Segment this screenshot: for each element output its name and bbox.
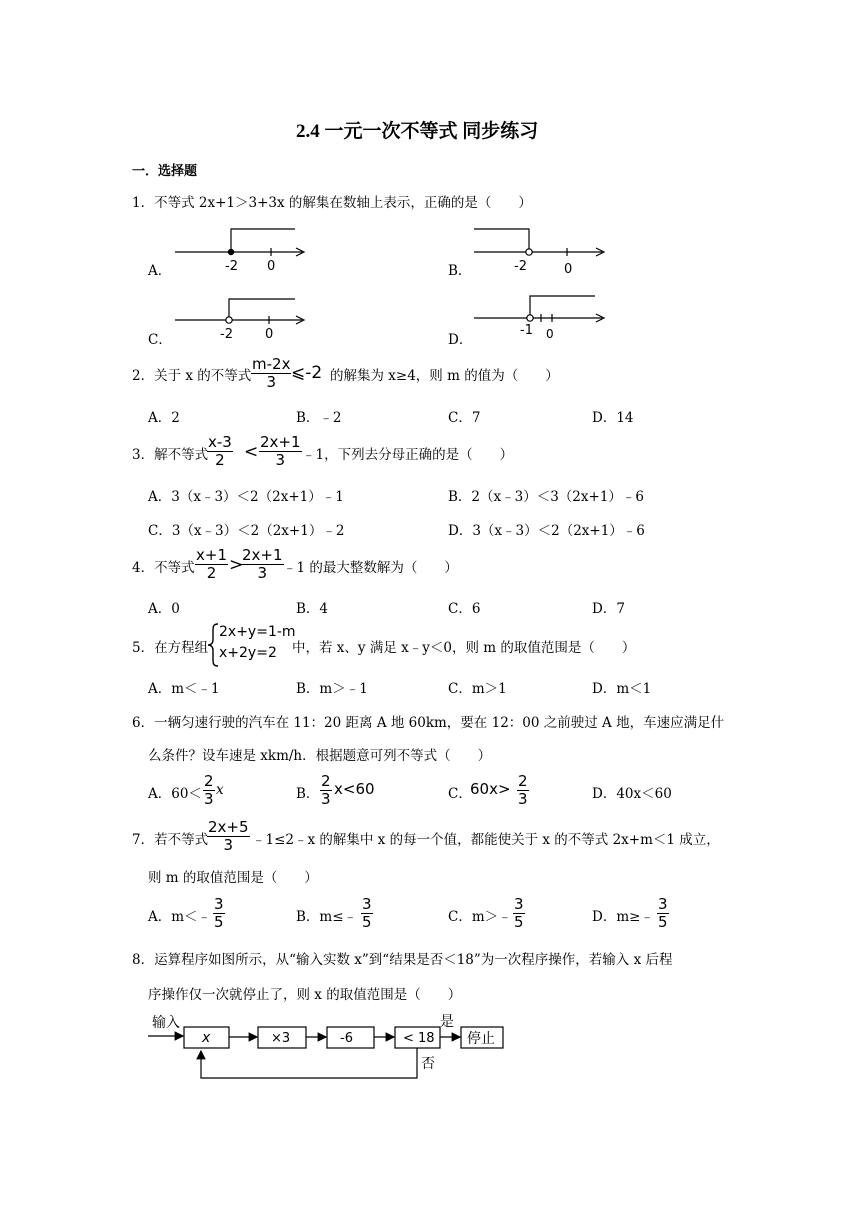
page-title: 2.4 一元一次不等式 同步练习 — [296, 121, 539, 142]
q1-a-solid-point — [228, 249, 234, 255]
q4-fraction-right-denominator: 3 — [257, 564, 268, 582]
q1-option-b-label: B． — [448, 263, 472, 279]
q2-option-d: D．14 — [592, 410, 634, 426]
q3-option-b: B．2（x﹣3）＜3（2x+1）﹣6 — [448, 489, 644, 505]
q1-option-a-number-line — [170, 224, 310, 276]
q6-option-b-post: x<60 — [334, 780, 375, 798]
q5-system-equations — [219, 622, 296, 664]
q8-flow-no-label: 否 — [421, 1056, 435, 1072]
q4-option-d: D．7 — [592, 601, 625, 617]
q2-stem-post: 的解集为 x≥4，则 m 的值为（ ） — [330, 368, 559, 384]
q5-option-c: C．m＞1 — [448, 681, 507, 697]
q1-b-solution-ray — [474, 229, 529, 249]
q8-flow-box-stop-text: 停止 — [467, 1031, 495, 1047]
q7-stem-pre: 7．若不等式 — [132, 832, 209, 848]
q3-option-d: D．3（x﹣3）＜2（2x+1）﹣6 — [448, 523, 645, 539]
q8-stem-line1: 8．运算程序如图所示，从“输入实数 x”到“结果是否＜18”为一次程序操作，若输入 x 后程 — [132, 952, 673, 968]
q4-stem-pre: 4．不等式 — [132, 560, 195, 576]
q7-option-a-denominator: 5 — [214, 913, 224, 931]
q1-d-open-point — [527, 315, 533, 321]
q5-option-d: D．m＜1 — [592, 681, 652, 697]
q3-option-a: A．3（x﹣3）＜2（2x+1）﹣1 — [148, 489, 344, 505]
q1-d-tick-label-1: -1 — [520, 323, 533, 338]
q6-option-b-fraction — [320, 773, 332, 808]
q7-fraction-numerator: 2x+5 — [208, 818, 249, 836]
q7-option-d-pre: D．m≥﹣ — [592, 909, 654, 925]
q8-stem-line2: 序操作仅一次就停止了，则 x 的取值范围是（ ） — [148, 987, 462, 1003]
q1-b-tick-label-1: -2 — [514, 259, 527, 274]
q3-option-c: C．3（x﹣3）＜2（2x+1）﹣2 — [148, 523, 345, 539]
q7-option-d-denominator: 5 — [658, 913, 668, 931]
q7-option-a-numerator: 3 — [214, 895, 224, 913]
q3-stem-post: ﹣1，下列去分母正确的是（ ） — [302, 447, 514, 463]
q7-option-b-denominator: 5 — [362, 913, 372, 931]
q6-option-a-post: x — [216, 782, 224, 798]
q2-stem-pre: 2．关于 x 的不等式 — [132, 368, 252, 384]
q1-stem: 1．不等式 2x+1＞3+3x 的解集在数轴上表示，正确的是（ ） — [132, 195, 532, 211]
q1-d-tick-label-2: 0 — [546, 327, 554, 341]
q1-a-solution-ray — [231, 229, 295, 252]
section-heading: 一．选择题 — [132, 164, 198, 179]
q2-option-a: A．2 — [148, 410, 180, 426]
q5-option-b: B．m＞﹣1 — [296, 681, 368, 697]
q6-option-c-numerator: 2 — [518, 772, 528, 790]
q4-option-c: C．6 — [448, 601, 481, 617]
q8-flow-yes-label: 是 — [440, 1014, 454, 1030]
q4-fraction-right — [241, 547, 284, 582]
q2-option-c: C．7 — [448, 410, 481, 426]
q8-flow-loop-arrow — [201, 1048, 417, 1078]
q2-fraction-numerator: m-2x — [252, 355, 291, 373]
q6-option-a-pre: A．60＜ — [148, 786, 202, 802]
q6-option-a-numerator: 2 — [204, 772, 214, 790]
q7-stem-line2: 则 m 的取值范围是（ ） — [148, 870, 318, 886]
q1-b-open-point — [526, 249, 532, 255]
q7-option-c-fraction — [513, 896, 525, 931]
q3-fraction-left — [207, 434, 233, 469]
q1-option-c-number-line — [170, 292, 310, 344]
q5-equation-2: x+2y=2 — [219, 645, 277, 661]
q6-option-c-fraction — [517, 773, 529, 808]
q6-option-b-label: B． — [296, 786, 320, 802]
q3-relation: < — [244, 442, 259, 462]
q7-option-b-numerator: 3 — [362, 895, 372, 913]
q1-option-b-number-line — [470, 224, 610, 276]
q6-stem-line1: 6．一辆匀速行驶的汽车在 11：20 距离 A 地 60km，要在 12：00 之前驶过 A 地，车速应满足什 — [132, 715, 725, 731]
q7-fraction — [207, 819, 250, 854]
q5-option-a: A．m＜﹣1 — [148, 681, 220, 697]
q2-relation: ⩽-2 — [291, 363, 323, 383]
q7-fraction-denominator: 3 — [223, 836, 234, 854]
q6-option-c-label: C． — [448, 786, 472, 802]
q6-option-b-denominator: 3 — [321, 790, 331, 808]
q1-c-tick-label-1: -2 — [220, 327, 233, 342]
q6-option-d: D．40x＜60 — [592, 786, 672, 802]
q8-flow-input-label: 输入 — [152, 1015, 180, 1031]
q7-option-a-fraction — [213, 896, 225, 931]
q3-fraction-left-numerator: x-3 — [208, 433, 232, 451]
q2-option-b: B．﹣2 — [296, 410, 342, 426]
q1-d-solution-ray — [530, 296, 595, 315]
q5-stem-pre: 5．在方程组 — [132, 640, 209, 656]
q7-option-a-pre: A．m＜﹣ — [148, 909, 212, 925]
q8-flow-box-times3-text: ×3 — [271, 1031, 291, 1046]
q7-option-d-numerator: 3 — [658, 895, 668, 913]
q1-c-solution-ray — [229, 299, 295, 317]
q3-fraction-right-numerator: 2x+1 — [260, 433, 301, 451]
q1-a-tick-label-2: 0 — [267, 259, 276, 274]
q7-option-b-pre: B．m≤﹣ — [296, 909, 358, 925]
q5-equation-1: 2x+y=1-m — [219, 624, 296, 640]
q1-option-a-label: A． — [148, 263, 172, 279]
q1-a-tick-label-1: -2 — [225, 259, 238, 274]
q3-fraction-right — [259, 434, 302, 469]
q4-fraction-left-numerator: x+1 — [196, 546, 227, 564]
q4-fraction-left-denominator: 2 — [206, 564, 217, 582]
q7-option-c-denominator: 5 — [514, 913, 524, 931]
q4-option-a: A．0 — [148, 601, 180, 617]
q5-stem-post: 中，若 x、y 满足 x﹣y＜0，则 m 的取值范围是（ ） — [292, 640, 636, 656]
q4-relation: > — [229, 555, 244, 575]
q2-fraction-denominator: 3 — [266, 373, 276, 391]
q8-flow-box-x-text: x — [202, 1030, 211, 1046]
q6-option-a-fraction — [203, 773, 215, 808]
q7-option-b-fraction — [361, 896, 373, 931]
q3-fraction-right-denominator: 3 — [275, 451, 286, 469]
q1-b-tick-label-2: 0 — [564, 262, 573, 276]
q7-stem-post: ﹣1≤2﹣x 的解集中 x 的每一个值，都能使关于 x 的不等式 2x+m＜1 成立， — [252, 832, 720, 848]
q2-fraction — [251, 356, 291, 391]
q1-option-d-number-line — [470, 290, 610, 342]
q8-flow-box-minus6-text: -6 — [340, 1031, 353, 1046]
q8-flowchart — [140, 1008, 520, 1088]
q7-option-c-numerator: 3 — [514, 895, 524, 913]
q4-fraction-right-numerator: 2x+1 — [242, 546, 283, 564]
q1-c-tick-label-2: 0 — [265, 327, 274, 342]
q3-fraction-left-denominator: 2 — [215, 451, 225, 469]
q8-flow-box-compare-text: < 18 — [403, 1031, 435, 1046]
q1-option-d-label: D． — [448, 332, 473, 348]
q6-option-b-numerator: 2 — [321, 772, 331, 790]
q3-stem-pre: 3．解不等式 — [132, 447, 209, 463]
q7-option-d-fraction — [657, 896, 669, 931]
q4-option-b: B．4 — [296, 601, 329, 617]
q6-option-c-pre: 60x> — [470, 780, 511, 798]
q7-option-c-pre: C．m＞﹣ — [448, 909, 512, 925]
q6-option-a-denominator: 3 — [204, 790, 214, 808]
q4-stem-post: ﹣1 的最大整数解为（ ） — [283, 560, 458, 576]
q6-stem-line2: 么条件？设车速是 xkm/h．根据题意可列不等式（ ） — [148, 748, 492, 764]
q1-option-c-label: C． — [148, 332, 172, 348]
q4-fraction-left — [195, 547, 228, 582]
q6-option-c-denominator: 3 — [518, 790, 528, 808]
q1-c-open-point — [226, 317, 232, 323]
